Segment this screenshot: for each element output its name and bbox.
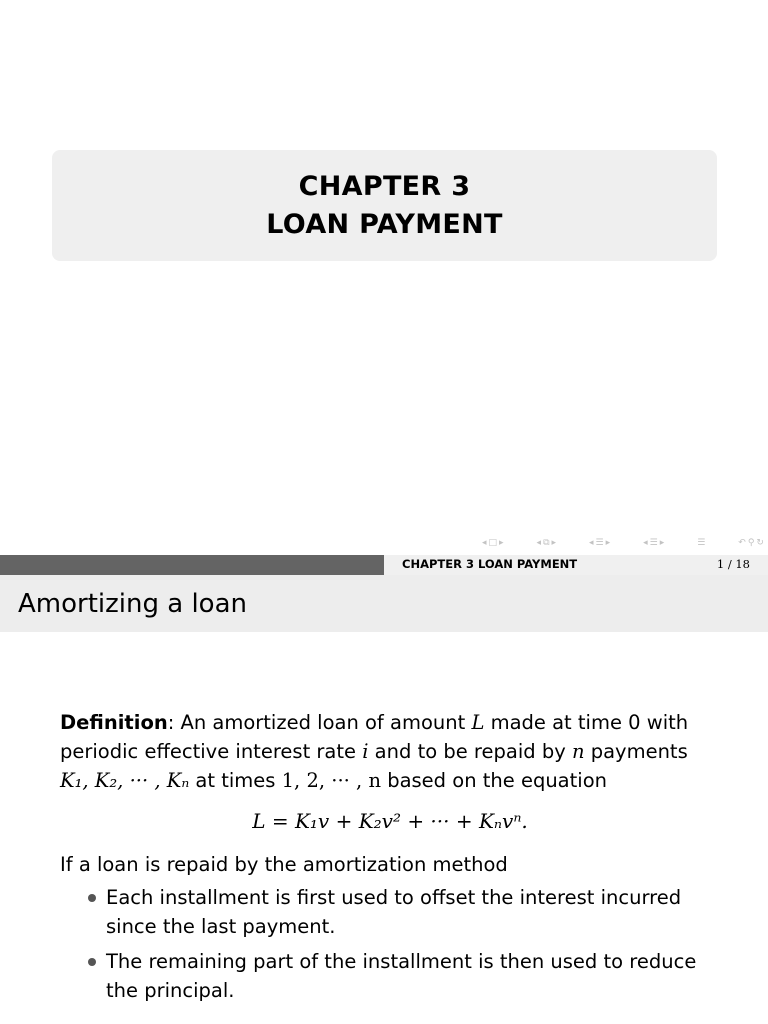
definition-text: based on the equation (381, 769, 607, 792)
nav-subsection-group[interactable] (589, 538, 610, 548)
definition-text: : An amortized loan of amount (167, 711, 472, 734)
slide-content (60, 708, 720, 1011)
definition-text: made at time 0 with periodic effective interest rate (60, 711, 689, 763)
list-item: Each installment is first used to offset the interest incurred since the last payment. (88, 883, 720, 941)
nav-section-group[interactable] (643, 538, 664, 548)
var-i: i (362, 740, 369, 763)
footline-title: CHAPTER 3 LOAN PAYMENT (402, 557, 578, 571)
nav-right-arrow-icon: ▸ (551, 538, 557, 548)
bullet-list (60, 883, 720, 1005)
nav-frame-group[interactable] (537, 538, 557, 548)
chapter-title: CHAPTER 3 (298, 170, 471, 202)
times-list: 1, 2, ··· , n (281, 769, 381, 792)
definition-text: payments (584, 740, 688, 763)
nav-left-arrow-icon: ◂ (589, 538, 594, 548)
amortization-equation: L = K₁v + K₂v² + ··· + Kₙvⁿ. (252, 809, 528, 833)
nav-frame-icon: ⧉ (543, 538, 550, 548)
footline-left-bar (0, 555, 384, 575)
payments-list: K₁, K₂, ··· , Kₙ (60, 769, 190, 792)
title-block (52, 150, 717, 261)
var-n: n (571, 740, 585, 763)
var-L: L (471, 711, 485, 734)
definition-paragraph (60, 708, 720, 795)
nav-left-arrow-icon: ◂ (482, 538, 487, 548)
nav-subsection-icon: ☰ (595, 538, 604, 548)
nav-left-arrow-icon: ◂ (643, 538, 648, 548)
nav-slide-group[interactable] (482, 538, 504, 548)
page-number: 1 / 18 (716, 557, 750, 571)
nav-slide-icon: □ (488, 538, 498, 548)
nav-forward-icon: ↻ (756, 538, 764, 548)
definition-text: and to be repaid by (368, 740, 572, 763)
frame-title: Amortizing a loan (18, 589, 247, 619)
nav-search-group[interactable] (738, 538, 764, 548)
nav-right-arrow-icon: ▸ (499, 538, 504, 548)
footline-right-bar (384, 555, 768, 575)
frame-title-bar (0, 575, 768, 632)
nav-back-icon: ↶ (738, 538, 746, 548)
footline (0, 555, 768, 575)
nav-search-icon: ⚲ (747, 538, 755, 548)
definition-label: Definition (60, 711, 168, 734)
nav-left-arrow-icon: ◂ (536, 538, 542, 548)
intro-text: If a loan is repaid by the amortization method (60, 853, 508, 876)
definition-text: at times (189, 769, 282, 792)
chapter-subtitle: LOAN PAYMENT (266, 208, 503, 240)
nav-section-icon: ☰ (649, 538, 658, 548)
beamer-navigation-symbols (482, 535, 764, 551)
nav-document-icon[interactable]: ☰ (697, 538, 706, 548)
nav-right-arrow-icon: ▸ (605, 538, 611, 548)
nav-right-arrow-icon: ▸ (659, 538, 665, 548)
list-item: The remaining part of the installment is then used to reduce the principal. (88, 947, 720, 1005)
